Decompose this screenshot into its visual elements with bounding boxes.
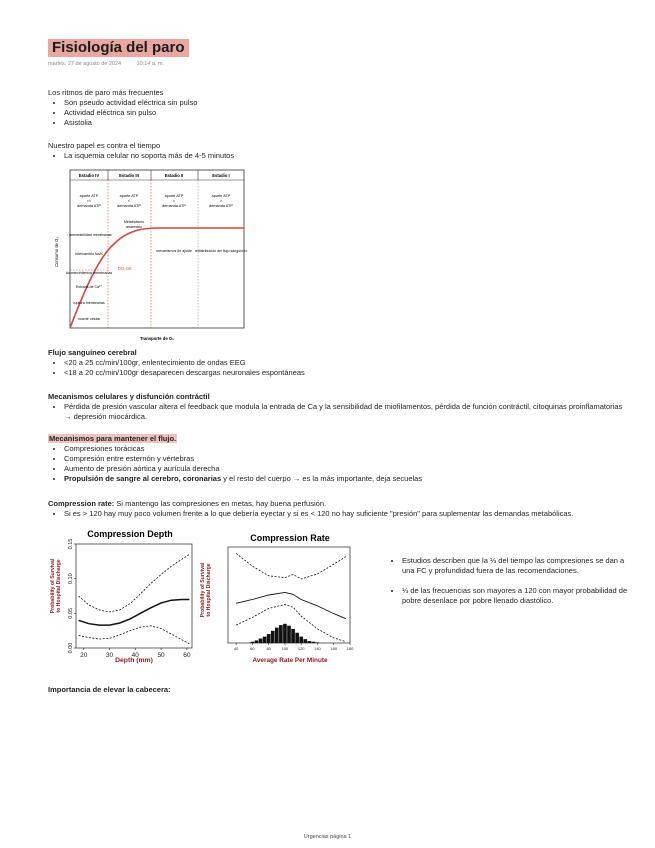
compression-depth-chart <box>48 526 198 666</box>
aporte-3c: demanda ATP <box>117 204 141 208</box>
histogram-bar <box>267 634 271 643</box>
left-label-4: Entrada de Ca²⁺ <box>75 285 103 289</box>
diagram-ylabel: Consumo de O₂ <box>54 237 59 267</box>
rate-list <box>48 509 638 519</box>
chart-xlabel: Depth (mm) <box>115 657 153 664</box>
left-label-2: Intercambio Na/K <box>75 252 103 256</box>
chart-xlabel: Average Rate Per Minute <box>252 657 328 664</box>
aporte-2c: demanda ATP <box>162 204 186 208</box>
rate-text: Si mantengo las compresiones en metas, hay buena perfusión. <box>114 499 327 508</box>
mid-label-1: mecanismos de ajuste <box>156 249 192 253</box>
histogram-bar <box>312 642 316 643</box>
anaerobio-label-1: Metabolismo <box>123 220 145 224</box>
papel-list <box>48 151 234 161</box>
celulares-section <box>48 392 628 422</box>
aporte-2b: = <box>172 199 176 203</box>
aporte-1b: > <box>219 199 223 203</box>
x-tick-label: 60 <box>250 646 255 651</box>
cabecera-heading: Importancia de elevar la cabecera: <box>48 685 171 694</box>
y-tick-label: 0.10 <box>68 573 74 585</box>
aporte-3b: < <box>127 199 131 203</box>
stage-1: Estadio I <box>212 173 230 178</box>
list-item: • Aumento de presión aórtica y aurícula derecha <box>64 464 422 474</box>
aporte-1c: demanda ATP <box>209 204 233 208</box>
x-tick-label: 180 <box>346 646 354 651</box>
mantener-last-rest: y el resto del cuerpo → es la más importante, deja secuelas <box>221 474 423 483</box>
histogram-bar <box>279 625 283 643</box>
left-label-6: muerte celular <box>77 317 101 321</box>
flujo-section <box>48 348 305 378</box>
stage-3: Estadio III <box>119 173 139 178</box>
histogram-bar <box>295 633 299 643</box>
oxygen-diagram <box>48 168 248 346</box>
x-tick-label: 40 <box>233 646 239 651</box>
list-item: • Pérdida de presión vascular altera el feedback que modula la entrada de Ca y la sensibilidad de miofilamentos, pérdida de función contráctil, citoquinas proinflamatorias → depresión miocárdica. <box>64 402 628 422</box>
notes-section <box>386 556 631 606</box>
x-tick-label: 160 <box>330 646 338 651</box>
rate-label: Compression rate: <box>48 499 115 508</box>
page-title: Fisiología del paro <box>48 39 189 57</box>
papel-section <box>48 141 234 161</box>
x-tick-label: 120 <box>297 646 305 651</box>
mid-label-2: redistribución del flujo sanguíneo <box>194 249 248 253</box>
histogram-bar <box>303 639 307 643</box>
list-item: • La isquemia celular no soporta más de 4-5 minutos <box>64 151 234 161</box>
list-item: • <18 a 20 cc/min/100gr desaparecen descargas neuronales espontáneas <box>64 368 305 378</box>
aporte-2a: aporte ATP <box>164 194 184 198</box>
page-footer: Urgencias página 1 <box>303 834 352 840</box>
x-tick-label: 20 <box>80 652 88 659</box>
x-tick-label: 50 <box>157 652 165 659</box>
list-item <box>64 474 422 484</box>
x-tick-label: 140 <box>314 646 321 651</box>
series-line-upper <box>236 553 346 579</box>
y-tick-label: 0.05 <box>68 607 74 619</box>
mantener-heading: Mecanismos para mantener el flujo. <box>49 434 177 443</box>
ritmos-section <box>48 88 197 128</box>
series-line-estimate <box>79 600 190 626</box>
page-time: 10:14 a. m. <box>136 61 165 67</box>
histogram-bar <box>263 637 267 643</box>
page-date: martes, 27 de agosto de 2024 <box>48 61 122 67</box>
list-item: • Compresión entre esternón y vértebras <box>64 454 422 464</box>
celulares-heading: Mecanismos celulares y disfunción contráctil <box>48 392 210 401</box>
histogram-bar <box>259 639 263 643</box>
aporte-4c: demanda ATP <box>77 204 101 208</box>
x-tick-label: 100 <box>281 646 289 651</box>
histogram-bar <box>299 637 303 643</box>
stage-2: Estadio II <box>164 173 184 178</box>
flujo-list <box>48 358 305 378</box>
y-tick-label: 0.00 <box>68 642 74 654</box>
histogram-bar <box>291 629 295 643</box>
notes-list <box>386 556 631 606</box>
chart-ylabel: Probability of Survival <box>50 558 56 614</box>
mantener-last-bold: Propulsión de sangre al cerebro, coronarias <box>64 474 222 483</box>
mantener-section <box>48 434 422 484</box>
list-item: • Actividad eléctrica sin pulso <box>64 108 197 118</box>
papel-intro: Nuestro papel es contra el tiempo <box>48 141 161 150</box>
list-item: • Estudios describen que la ⅓ del tiempo las compresiones se dan a una FC y profundidad fuera de las recomendaciones. <box>402 556 631 576</box>
aporte-4a: aporte ATP <box>79 194 99 198</box>
aporte-4b: << <box>86 199 92 203</box>
histogram-bar <box>251 642 255 643</box>
x-tick-label: 30 <box>105 652 114 659</box>
aporte-3a: aporte ATP <box>119 194 139 198</box>
histogram-bar <box>316 642 320 643</box>
histogram-bar <box>287 626 291 643</box>
diagram-xlabel: Transporte de O₂ <box>140 336 174 341</box>
y-tick-label: 0.15 <box>68 538 74 550</box>
list-item: • ⅓ de las frecuencias son mayores a 120 con mayor probabilidad de pobre desenlace por pobre llenado diastólico. <box>402 586 631 606</box>
series-line-lower <box>236 605 346 642</box>
left-label-1: ↑ permeabilidad membranas <box>66 233 112 237</box>
anaerobio-label-2: anaerobio <box>126 225 142 229</box>
histogram-bar <box>275 628 279 643</box>
list-item: • Compresiones torácicas <box>64 444 422 454</box>
histogram-bar <box>255 640 259 643</box>
x-tick-label: 60 <box>183 652 191 659</box>
mantener-list <box>48 444 422 484</box>
critical-label: DO₂crit <box>118 266 132 271</box>
left-label-3: Acontecimientos membranas <box>65 271 113 275</box>
page-meta <box>48 61 178 67</box>
compression-rate-chart <box>198 530 356 670</box>
stage-4: Estadio IV <box>78 173 100 178</box>
flujo-heading: Flujo sanguíneo cerebral <box>48 348 137 357</box>
plot-frame <box>76 544 192 648</box>
list-item: • <20 a 25 cc/min/100gr, enlentecimiento de ondas EEG <box>64 358 305 368</box>
chart-title: Compression Rate <box>250 533 330 543</box>
histogram-bar <box>308 641 312 643</box>
list-item: • Son pseudo actividad eléctrica sin pulso <box>64 98 197 108</box>
x-tick-label: 40 <box>131 652 139 659</box>
chart-ylabel: to Hospital Discharge <box>206 563 212 617</box>
series-line-estimate <box>236 592 346 618</box>
histogram-bar <box>271 631 275 643</box>
x-tick-label: 80 <box>266 646 271 651</box>
left-label-5: ruptura membranas <box>73 301 105 305</box>
series-line-upper <box>79 554 190 612</box>
chart-ylabel: Probability of Survival <box>200 562 206 618</box>
chart-ylabel: to Hospital Discharge <box>56 559 62 613</box>
rate-section <box>48 499 638 519</box>
list-item: • Si es > 120 hay muy poco volumen frente a lo que debería eyectar y si es < 120 no hay suficiente "presión" para suplementar las demandas metabólicas. <box>64 509 638 519</box>
ritmos-list <box>48 98 197 128</box>
list-item: • Asistolia <box>64 118 197 128</box>
celulares-list <box>48 402 628 422</box>
chart-title: Compression Depth <box>87 529 173 539</box>
histogram-bar <box>283 624 287 643</box>
ritmos-intro: Los ritmos de paro más frecuentes <box>48 88 164 97</box>
aporte-1a: aporte ATP <box>211 194 231 198</box>
series-line-lower <box>79 626 190 644</box>
